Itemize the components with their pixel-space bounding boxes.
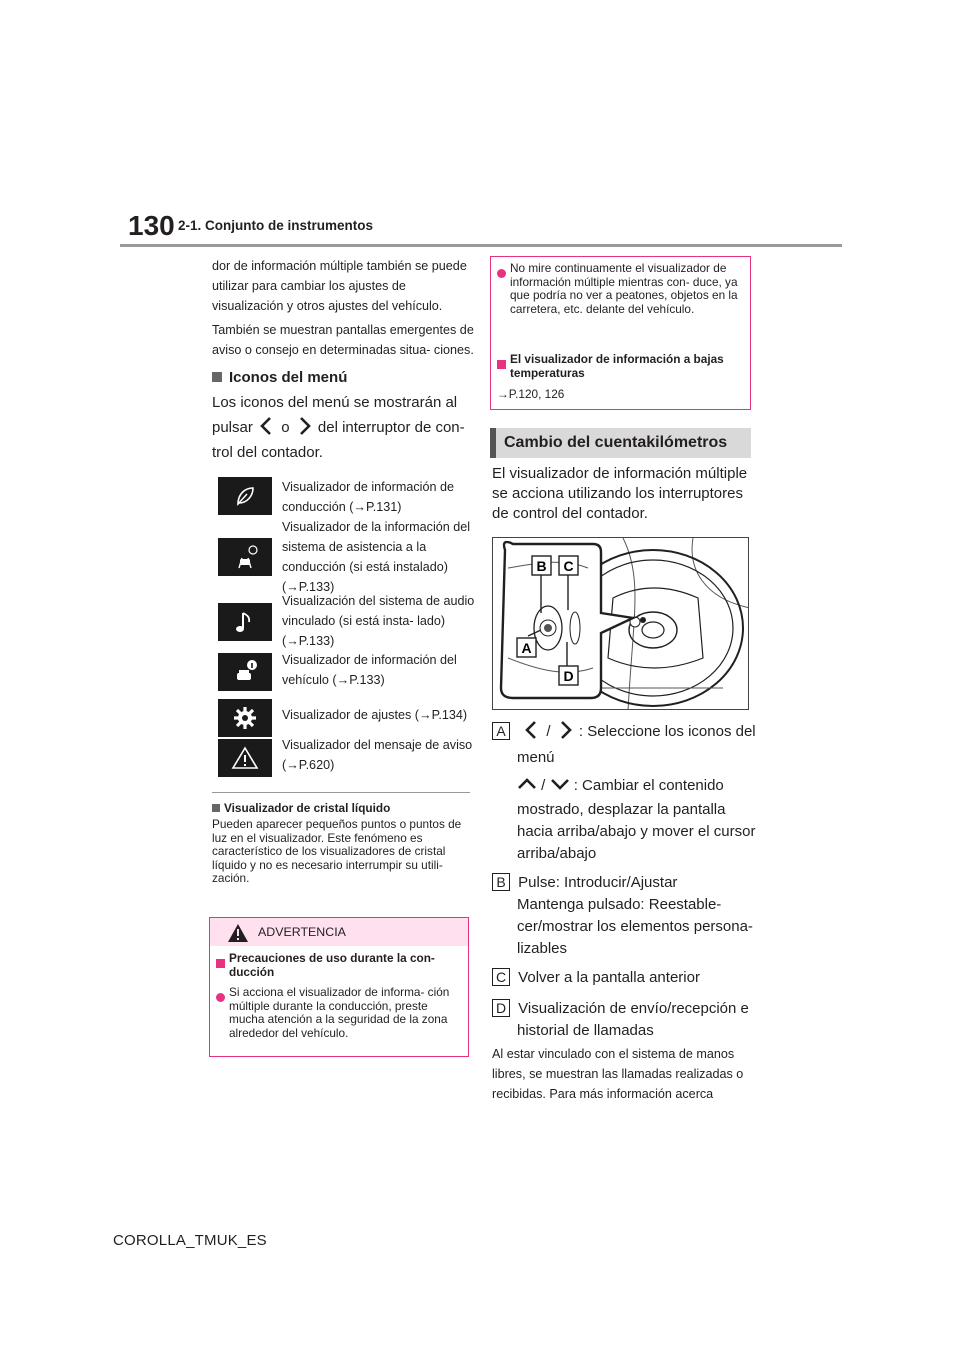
figure-label-c: C (563, 558, 574, 574)
divider (212, 792, 470, 793)
label-box-c: C (492, 968, 510, 986)
item-b-line-2: Mantenga pulsado: Reestable- (517, 896, 722, 913)
figure-label-b: B (536, 558, 547, 574)
item-d-line-2: historial de llamadas (517, 1022, 654, 1039)
chevron-right-icon (555, 720, 575, 740)
warning-heading: Precauciones de uso durante la con- ducción (229, 951, 435, 979)
warning-triangle-icon (227, 923, 249, 943)
music-note-icon (218, 603, 272, 641)
footnote: Al estar vinculado con el sistema de manos libres, se muestran las llamadas realizadas o recibidas. Para más información acerca (492, 1047, 744, 1101)
pink-dot-bullet-icon (497, 265, 506, 283)
section-heading-bar (490, 428, 496, 458)
intro-paragraph-2: También se muestran pantallas emergentes de aviso o consejo en determinadas situa- ciones. (212, 323, 474, 357)
note-heading: El visualizador de información a bajas temperaturas (510, 352, 724, 380)
square-bullet-icon (212, 804, 220, 812)
menu-text-line-2: pulsar o del interruptor de con- (212, 415, 474, 440)
menu-icon-text: Visualizador de información de conducción (→P.131) (282, 480, 454, 514)
menu-icon-row-settings (218, 699, 478, 737)
item-a-line-2: menú (517, 749, 555, 766)
note-reference: →P.120, 126 (497, 387, 565, 401)
menu-icon-row-warning (218, 735, 478, 777)
pink-dot-bullet-icon (216, 989, 225, 1007)
menu-icon-row-driving (218, 477, 478, 517)
menu-icon-row-assist (218, 517, 478, 597)
menu-icon-text: Visualización del sistema de audio vinculado (si está insta- lado)(→P.133) (282, 594, 475, 648)
item-c-line-1: C Volver a la pantalla anterior (492, 965, 700, 990)
section-intro: El visualizador de información múltiple se acciona utilizando los interruptores de control del contador. (492, 465, 748, 522)
chevron-left-icon (257, 416, 277, 436)
figure-label-d: D (563, 668, 574, 684)
item-a2-line-4: arriba/abajo (517, 845, 597, 862)
vehicle-info-icon (218, 653, 272, 691)
chevron-down-icon (550, 774, 570, 794)
pink-square-bullet-icon (216, 955, 225, 973)
item-a2-line-3: hacia arriba/abajo y mover el cursor (517, 823, 756, 840)
menu-text-line-3: trol del contador. (212, 444, 323, 461)
page-number: 130 (128, 210, 175, 241)
document-footer: COROLLA_TMUK_ES (113, 1232, 267, 1249)
item-b-line-1: B Pulse: Introducir/Ajustar (492, 870, 677, 895)
left-column (212, 256, 474, 465)
leaf-icon (218, 477, 272, 515)
gear-icon (218, 699, 272, 737)
steering-wheel-figure (492, 537, 749, 710)
section-title: 2-1. Conjunto de instrumentos (178, 218, 374, 233)
item-a2-line-2: mostrado, desplazar la pantalla (517, 801, 726, 818)
pink-square-bullet-icon (497, 356, 506, 374)
menu-icon-text: Visualizador de ajustes (→P.134) (282, 708, 468, 722)
header-rule (120, 244, 842, 247)
warning-bullet-text: Si acciona el visualizador de informa- ción múltiple durante la conducción, preste mucha atención a la seguridad de la zona alrededor del vehículo. (229, 985, 450, 1040)
chevron-right-icon (294, 416, 314, 436)
note-bullet-text: No mire continuamente el visualizador de información múltiple mientras con- duce, ya que podría no ver a peatones, objetos en la carretera, etc. delante del vehículo. (510, 261, 738, 316)
menu-text-line-1: Los iconos del menú se mostrarán al (212, 394, 458, 411)
label-box-b: B (492, 873, 510, 891)
menu-icon-text: Visualizador de la información del sistema de asistencia a la conducción (si está instalado) (→P.133) (282, 520, 471, 594)
warning-triangle-icon (218, 739, 272, 777)
item-a-line-1: A / : Seleccione los iconos del (492, 719, 756, 744)
item-b-line-4: lizables (517, 940, 568, 957)
steering-wheel-illustration (493, 538, 749, 710)
square-bullet-icon (212, 372, 222, 382)
item-a2-line-1: / : Cambiar el contenido (517, 773, 724, 798)
menu-icon-text: Visualizador del mensaje de aviso (→P.620) (282, 738, 473, 772)
menu-icon-text: Visualizador de información del vehículo (→P.133) (282, 653, 457, 687)
item-d-line-1: D Visualización de envío/recepción e (492, 996, 749, 1021)
chevron-up-icon (517, 774, 537, 794)
label-box-d: D (492, 999, 510, 1017)
intro-paragraph-1: dor de información múltiple también se puede utilizar para cambiar los ajustes de visualización y otros ajustes del vehículo. (212, 259, 467, 313)
item-b-line-3: cer/mostrar los elementos persona- (517, 918, 753, 935)
section-heading: Cambio del cuentakilómetros (504, 434, 728, 451)
driver-assist-icon (218, 538, 272, 576)
menu-icon-row-audio (218, 591, 478, 651)
chevron-left-icon (522, 720, 542, 740)
menu-icon-row-vehicle (218, 650, 478, 691)
menu-icons-heading: Iconos del menú (212, 368, 474, 388)
label-box-a: A (492, 722, 510, 740)
figure-label-a: A (521, 640, 532, 656)
warning-title: ADVERTENCIA (258, 925, 346, 939)
lcd-body: Pueden aparecer pequeños puntos o puntos de luz en el visualizador. Este fenómeno es característico de los visualizadores de cristal líquido y no es necesario interrumpir su utili- zación. (212, 817, 462, 886)
lcd-heading: Visualizador de cristal líquido (212, 800, 390, 816)
